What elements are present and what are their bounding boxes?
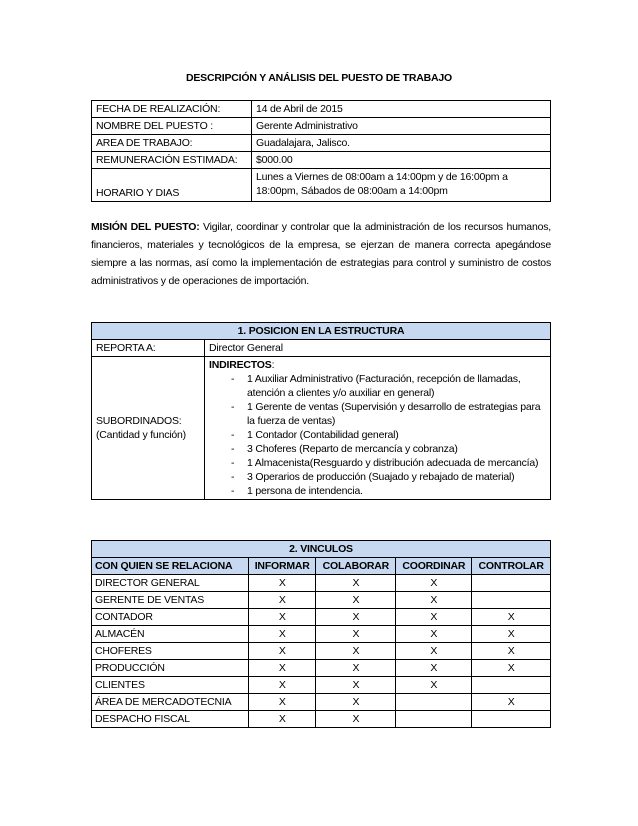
info-label: AREA DE TRABAJO: [92, 135, 252, 152]
links-mark: X [396, 643, 472, 660]
links-mark: X [316, 677, 396, 694]
links-mark: X [316, 694, 396, 711]
links-mark: X [249, 575, 316, 592]
info-label: HORARIO Y DIAS [92, 169, 252, 202]
links-mark: X [316, 575, 396, 592]
reports-to-label: REPORTA A: [92, 340, 205, 357]
links-mark: X [472, 609, 551, 626]
links-section-heading: 2. VINCULOS [92, 541, 551, 558]
links-mark [472, 677, 551, 694]
links-mark: X [472, 660, 551, 677]
links-mark: X [316, 660, 396, 677]
links-column-header: COLABORAR [316, 558, 396, 575]
links-mark: X [249, 643, 316, 660]
links-column-header: INFORMAR [249, 558, 316, 575]
job-info-table [91, 100, 551, 202]
links-row-name: DESPACHO FISCAL [92, 711, 249, 728]
links-column-header: CONTROLAR [472, 558, 551, 575]
links-header-row [92, 558, 551, 575]
links-mark [396, 694, 472, 711]
subordinate-item: - 3 Operarios de producción (Suajado y rebajado de material) [231, 470, 546, 484]
reports-to-value: Director General [205, 340, 551, 357]
links-row [92, 575, 551, 592]
mission-text: Vigilar, coordinar y controlar que la administración de los recursos humanos, financieros, materiales y tecnológicos de la empresa, se ejerzan de manera correcta apegándose siempre a las normas, así como la implementación de estrategias para control y suministro de costos administrativos y de operaciones de importación. [91, 221, 551, 287]
links-mark [472, 711, 551, 728]
links-mark: X [396, 575, 472, 592]
links-mark: X [249, 626, 316, 643]
links-mark: X [249, 592, 316, 609]
subordinate-item: - 1 Gerente de ventas (Supervisión y desarrollo de estrategias para la fuerza de ventas) [231, 400, 546, 428]
links-row [92, 609, 551, 626]
info-row [92, 135, 551, 152]
mission-label: MISIÓN DEL PUESTO: [91, 221, 200, 233]
links-mark: X [472, 694, 551, 711]
links-row-name: PRODUCCIÓN [92, 660, 249, 677]
links-mark: X [249, 694, 316, 711]
links-mark: X [396, 592, 472, 609]
links-mark: X [396, 626, 472, 643]
links-mark: X [316, 643, 396, 660]
info-value: Lunes a Viernes de 08:00am a 14:00pm y de 16:00pm a 18:00pm, Sábados de 08:00am a 14:00pm [252, 169, 551, 202]
info-value: 14 de Abril de 2015 [252, 101, 551, 118]
info-row [92, 169, 551, 202]
links-row [92, 626, 551, 643]
document-title: DESCRIPCIÓN Y ANÁLISIS DEL PUESTO DE TRABAJO [186, 72, 452, 84]
position-section-heading: 1. POSICION EN LA ESTRUCTURA [92, 323, 551, 340]
links-row [92, 711, 551, 728]
links-mark: X [396, 677, 472, 694]
links-mark: X [316, 592, 396, 609]
links-table [91, 540, 551, 728]
subordinate-item: - 1 Auxiliar Administrativo (Facturación, recepción de llamadas, atención a clientes y/o auxiliar en general) [231, 372, 546, 400]
indirect-title: INDIRECTOS [209, 359, 272, 371]
subordinates-label: SUBORDINADOS: (Cantidad y función) [92, 357, 205, 500]
info-label: NOMBRE DEL PUESTO : [92, 118, 252, 135]
links-row [92, 694, 551, 711]
info-row [92, 118, 551, 135]
links-mark: X [249, 660, 316, 677]
info-label: REMUNERACIÓN ESTIMADA: [92, 152, 252, 169]
links-mark [472, 575, 551, 592]
links-mark: X [316, 609, 396, 626]
links-column-header: COORDINAR [396, 558, 472, 575]
position-structure-table [91, 322, 551, 500]
links-mark: X [396, 660, 472, 677]
indirect-colon: : [271, 359, 275, 371]
links-row-name: DIRECTOR GENERAL [92, 575, 249, 592]
subordinates-cell [205, 357, 551, 500]
links-mark: X [472, 626, 551, 643]
subordinate-item: - 1 Almacenista(Resguardo y distribución adecuada de mercancía) [231, 456, 546, 470]
subordinate-item: - 3 Choferes (Reparto de mercancía y cobranza) [231, 442, 546, 456]
links-row-name: ÁREA DE MERCADOTECNIA [92, 694, 249, 711]
info-value: Guadalajara, Jalisco. [252, 135, 551, 152]
links-mark [472, 592, 551, 609]
links-mark: X [316, 626, 396, 643]
links-row-name: ALMACÉN [92, 626, 249, 643]
info-row [92, 152, 551, 169]
links-row-name: CHOFERES [92, 643, 249, 660]
subordinate-item: - 1 Contador (Contabilidad general) [231, 428, 546, 442]
links-mark: X [249, 711, 316, 728]
links-row-name: CONTADOR [92, 609, 249, 626]
links-mark: X [316, 711, 396, 728]
links-column-header: CON QUIEN SE RELACIONA [92, 558, 249, 575]
info-row [92, 101, 551, 118]
links-row [92, 592, 551, 609]
links-row-name: GERENTE DE VENTAS [92, 592, 249, 609]
subordinate-item: - 1 persona de intendencia. [231, 484, 546, 498]
links-row [92, 660, 551, 677]
links-mark: X [472, 643, 551, 660]
links-mark: X [249, 677, 316, 694]
links-mark [396, 711, 472, 728]
mission-paragraph [91, 218, 551, 290]
links-row [92, 677, 551, 694]
info-label: FECHA DE REALIZACIÓN: [92, 101, 252, 118]
links-mark: X [249, 609, 316, 626]
subordinates-list [209, 372, 546, 498]
links-row [92, 643, 551, 660]
info-value: Gerente Administrativo [252, 118, 551, 135]
links-row-name: CLIENTES [92, 677, 249, 694]
links-mark: X [396, 609, 472, 626]
info-value: $000.00 [252, 152, 551, 169]
